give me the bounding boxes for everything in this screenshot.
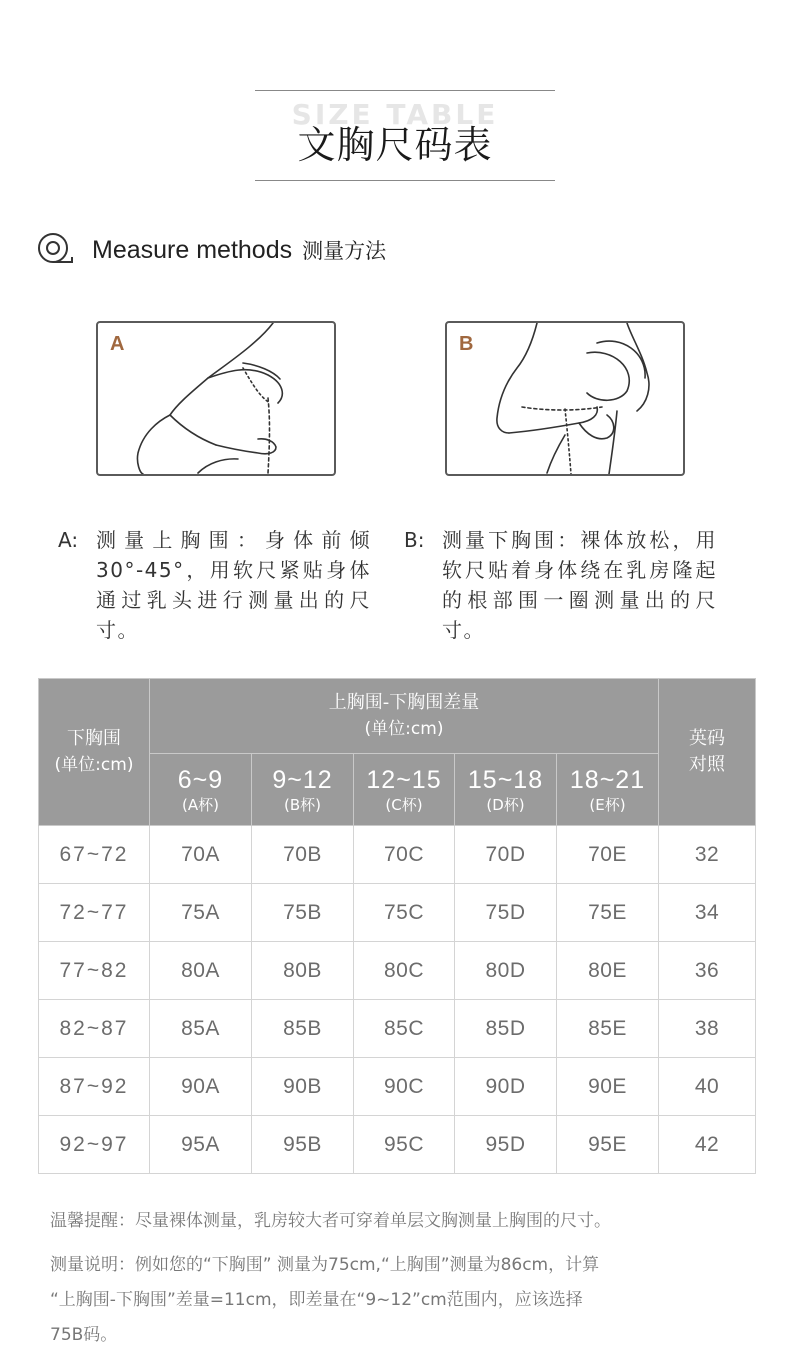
page-title: 文胸尺码表 [297,123,493,167]
illustration-a-letter: A [110,333,125,355]
cell-size: 70D [455,826,557,884]
header-cup-d: 15~18 (D杯) [455,754,557,826]
cell-size: 90A [150,1058,252,1116]
cell-size: 95C [354,1116,455,1174]
title-ghost-text: SIZE TABLE [291,98,499,131]
explain-note-line-1: 测量说明：例如您的“下胸围” 测量为75cm,“上胸围”测量为86cm，计算 [50,1255,600,1275]
description-b-label: B: [404,528,425,552]
cell-size: 95D [455,1116,557,1174]
cell-size: 95E [557,1116,659,1174]
description-a-label: A: [58,528,79,552]
cell-uk-size: 38 [659,1000,756,1058]
illustration-b [445,321,685,476]
header-cup-b: 9~12 (B杯) [252,754,354,826]
cell-size: 70A [150,826,252,884]
header-uk-label-2: 对照 [689,754,726,775]
table-row [39,1058,756,1116]
header-underbust [39,679,150,826]
cell-size: 75D [455,884,557,942]
cell-size: 85B [252,1000,354,1058]
cell-size: 80A [150,942,252,1000]
cell-size: 75E [557,884,659,942]
header-cup-c: 12~15 (C杯) [354,754,455,826]
explain-note-line-3: 75B码。 [50,1325,118,1345]
table-row [39,942,756,1000]
upper-bust-figure [98,323,334,474]
cell-uk-size: 40 [659,1058,756,1116]
cell-size: 90E [557,1058,659,1116]
title-top-line [255,90,555,91]
cell-underbust: 87~92 [39,1058,150,1116]
cell-uk-size: 42 [659,1116,756,1174]
measure-heading-en: Measure methods [92,235,293,264]
cell-uk-size: 34 [659,884,756,942]
cell-size: 70E [557,826,659,884]
explain-note-line-2: “上胸围-下胸围”差量=11cm，即差量在“9~12”cm范围内，应该选择 [50,1290,583,1310]
cell-size: 75B [252,884,354,942]
cell-underbust: 77~82 [39,942,150,1000]
cell-size: 85C [354,1000,455,1058]
cell-uk-size: 36 [659,942,756,1000]
cell-size: 80B [252,942,354,1000]
cell-size: 75A [150,884,252,942]
cell-size: 85A [150,1000,252,1058]
cell-size: 95A [150,1116,252,1174]
cell-size: 70B [252,826,354,884]
cell-size: 70C [354,826,455,884]
header-diff-label: 上胸围-下胸围差量 [328,692,480,713]
header-underbust-label: 下胸围 [67,728,121,749]
cell-underbust: 67~72 [39,826,150,884]
header-cup-a: 6~9 (A杯) [150,754,252,826]
cell-size: 85E [557,1000,659,1058]
cell-underbust: 92~97 [39,1116,150,1174]
header-underbust-unit: (单位:cm) [54,755,134,775]
cell-size: 80E [557,942,659,1000]
cell-underbust: 82~87 [39,1000,150,1058]
header-uk-size [659,679,756,826]
cell-uk-size: 32 [659,826,756,884]
cell-size: 90B [252,1058,354,1116]
illustration-b-letter: B [459,333,474,355]
table-row [39,826,756,884]
cell-size: 90D [455,1058,557,1116]
cell-underbust: 72~77 [39,884,150,942]
table-row [39,1116,756,1174]
description-a-text: 测量上胸围：身体前倾30°-45°，用软尺紧贴身体通过乳头进行测量出的尺寸。 [96,528,371,642]
cell-size: 80D [455,942,557,1000]
cell-size: 75C [354,884,455,942]
size-table [38,678,756,1174]
measure-heading [36,230,386,270]
cell-size: 85D [455,1000,557,1058]
cell-size: 80C [354,942,455,1000]
header-uk-label: 英码 [689,728,726,749]
tape-measure-icon [36,231,74,269]
underbust-figure [447,323,683,474]
header-cup-e: 18~21 (E杯) [557,754,659,826]
table-row [39,1000,756,1058]
header-diff-unit: (单位:cm) [364,719,444,739]
illustration-a [96,321,336,476]
reminder-note: 温馨提醒：尽量裸体测量，乳房较大者可穿着单层文胸测量上胸围的尺寸。 [50,1211,611,1231]
header-diff [150,679,659,754]
description-b-text: 测量下胸围：裸体放松，用软尺贴着身体绕在乳房隆起的根部围一圈测量出的尺寸。 [442,528,717,642]
cell-size: 90C [354,1058,455,1116]
cell-size: 95B [252,1116,354,1174]
title-bottom-line [255,180,555,181]
table-row [39,884,756,942]
measure-heading-cn: 测量方法 [302,239,387,263]
